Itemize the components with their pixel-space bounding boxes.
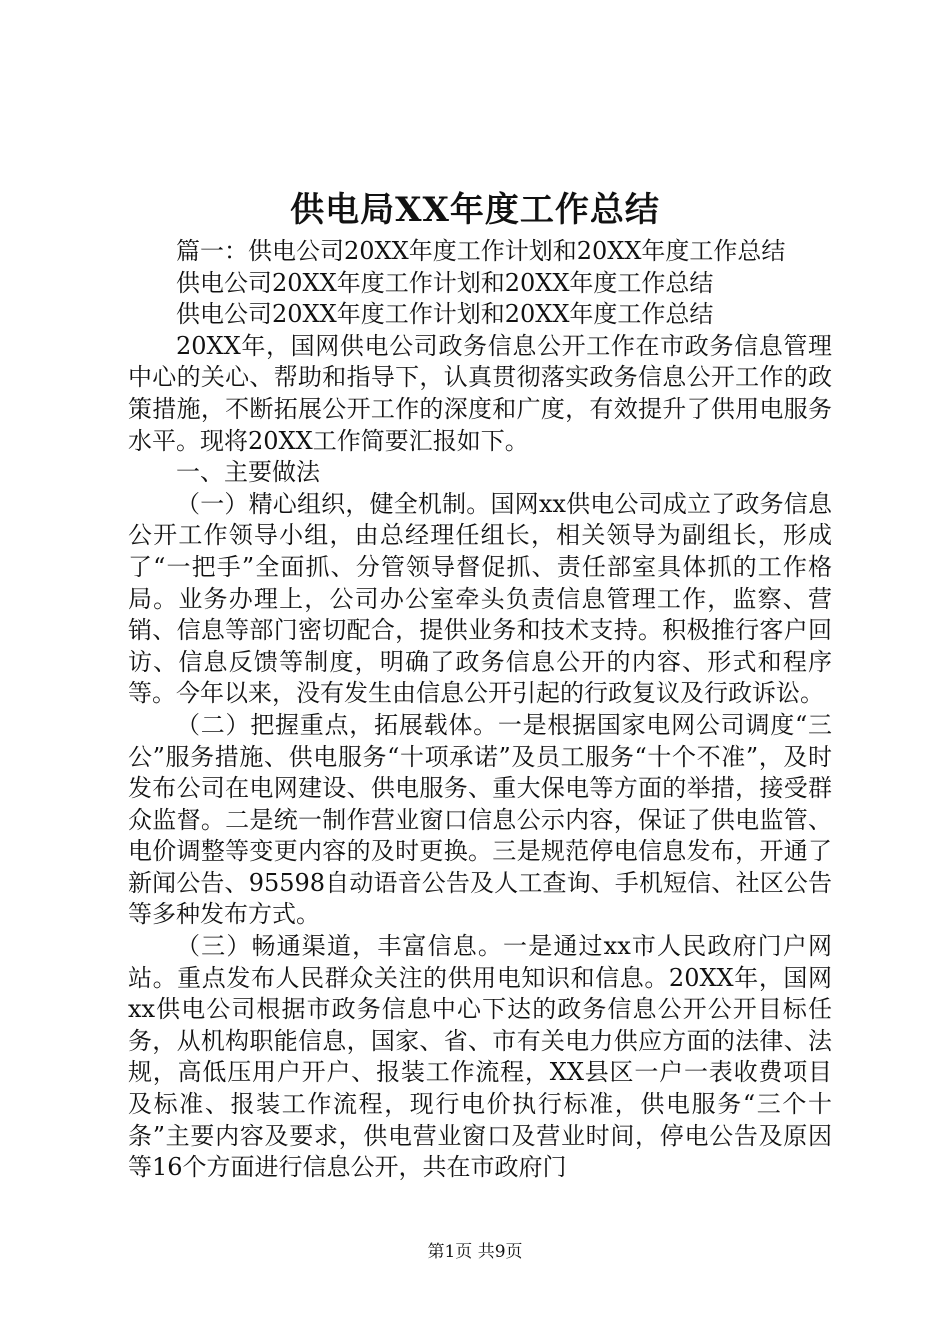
paragraph-item-2: （二）把握重点，拓展载体。一是根据国家电网公司调度“三公”服务措施、供电服务“十项承诺”及员工服务“十个不准”，及时发布公司在电网建设、供电服务、重大保电等方面的举措，接受群众监督。二是统一制作营业窗口信息公示内容，保证了供电监管、电价调整等变更内容的及时更换。三是规范停电信息发布，开通了新闻公告、95598自动语音公告及人工查询、手机短信、社区公告等多种发布方式。 [128,710,832,929]
section-heading: 一、主要做法 [176,458,320,487]
document-title: 供电局XX年度工作总结 [290,190,660,230]
paragraph-intro: 20XX年，国网供电公司政务信息公开工作在市政务信息管理中心的关心、帮助和指导下，认真贯彻落实政务信息公开工作的政策措施，不断拓展公开工作的深度和广度，有效提升了供用电服务水平。现将20XX工作简要汇报如下。 [128,331,832,455]
paragraph-item-3: （三）畅通渠道，丰富信息。一是通过xx市人民政府门户网站。重点发布人民群众关注的供用电知识和信息。20XX年，国网xx供电公司根据市政务信息中心下达的政务信息公开公开目标任务，从机构职能信息，国家、省、市有关电力供应方面的法律、法规，高低压用户开户、报装工作流程，XX县区一户一表收费项目及标准、报装工作流程，现行电价执行标准，供电服务“三个十条”主要内容及要求，供电营业窗口及营业时间，停电公告及原因等16个方面进行信息公开，共在市政府门 [128,932,832,1182]
paragraph-subheading-1: 供电公司20XX年度工作计划和20XX年度工作总结 [176,268,714,297]
page-footer: 第1页 共9页 [427,1242,523,1262]
document-body [128,236,832,1184]
paragraph-subheading-2: 供电公司20XX年度工作计划和20XX年度工作总结 [176,300,714,329]
paragraph-chapter-heading: 篇一：供电公司20XX年度工作计划和20XX年度工作总结 [176,237,786,265]
paragraph-item-1: （一）精心组织，健全机制。国网xx供电公司成立了政务信息公开工作领导小组，由总经理任组长，相关领导为副组长，形成了“一把手”全面抓、分管领导督促抓、责任部室具体抓的工作格局。业务办理上，公司办公室牵头负责信息管理工作，监察、营销、信息等部门密切配合，提供业务和技术支持。积极推行客户回访、信息反馈等制度，明确了政务信息公开的内容、形式和程序等。今年以来，没有发生由信息公开引起的行政复议及行政诉讼。 [128,489,832,708]
